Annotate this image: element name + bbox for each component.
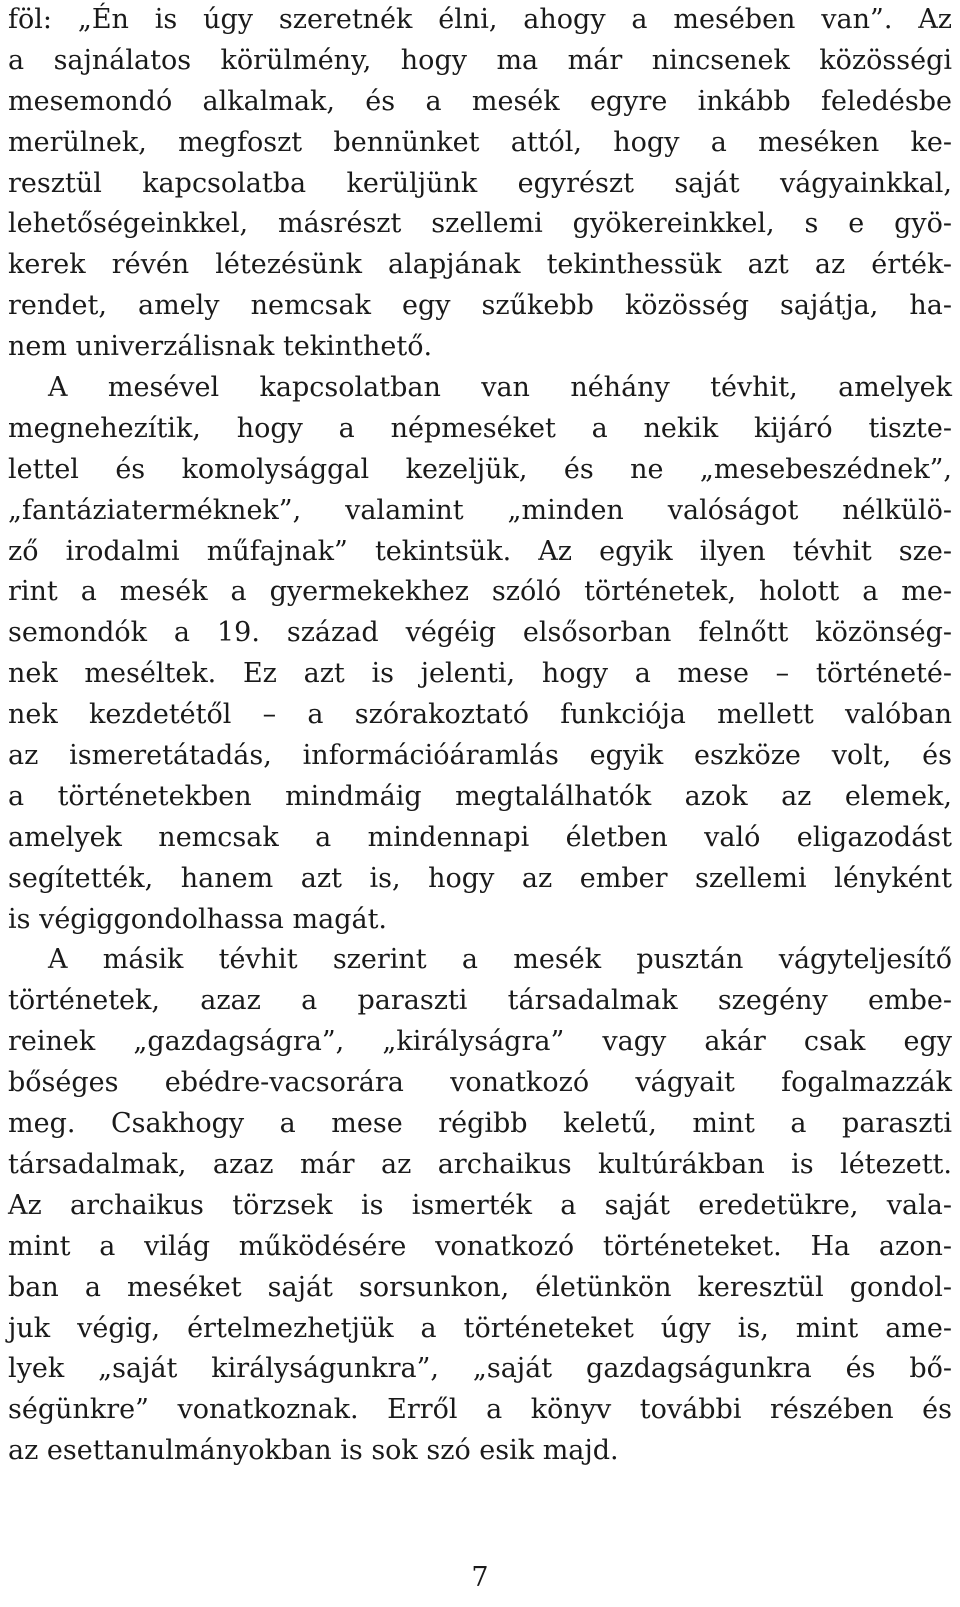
text-line: „fantáziaterméknek”, valamint „minden valóságot nélkülö- xyxy=(8,494,952,526)
text-line: lehetőségeinkkel, másrészt szellemi gyökereinkkel, s e gyö- xyxy=(8,208,952,240)
text-line: nek meséltek. Ez azt is jelenti, hogy a mese – történeté- xyxy=(8,658,952,690)
text-line: amelyek nemcsak a mindennapi életben való eligazodást xyxy=(8,821,952,853)
text-line: a sajnálatos körülmény, hogy ma már nincsenek közösségi xyxy=(8,44,952,76)
paragraph xyxy=(8,940,952,1472)
text-line: társadalmak, azaz már az archaikus kultúrákban is létezett. xyxy=(8,1148,952,1180)
page-body xyxy=(8,0,952,1472)
text-line: reinek „gazdagságra”, „királyságra” vagy akár csak egy xyxy=(8,1026,952,1058)
text-line: resztül kapcsolatba kerüljünk egyrészt saját vágyainkkal, xyxy=(8,167,952,199)
text-line: A másik tévhit szerint a mesék pusztán vágyteljesítő xyxy=(48,944,952,976)
text-line: történetek, azaz a paraszti társadalmak szegény embe- xyxy=(8,985,952,1017)
text-line: ban a meséket saját sorsunkon, életünkön keresztül gondol- xyxy=(8,1271,952,1303)
text-line: föl: „Én is úgy szeretnék élni, ahogy a mesében van”. Az xyxy=(8,4,952,35)
text-line: az esettanulmányokban is sok szó esik majd. xyxy=(8,1435,619,1467)
text-line: bőséges ebédre-vacsorára vonatkozó vágyait fogalmazzák xyxy=(8,1067,952,1099)
text-line: rendet, amely nemcsak egy szűkebb közösség sajátja, ha- xyxy=(8,290,952,322)
text-line: mint a világ működésére vonatkozó történeteket. Ha azon- xyxy=(8,1230,952,1262)
text-line: kerek révén létezésünk alapjának tekinthessük azt az érték- xyxy=(8,249,952,281)
text-line: nek kezdetétől – a szórakoztató funkciója mellett valóban xyxy=(8,699,952,731)
text-line: mesemondó alkalmak, és a mesék egyre inkább feledésbe xyxy=(8,85,952,117)
text-line: lettel és komolysággal kezeljük, és ne „mesebeszédnek”, xyxy=(8,453,952,485)
text-line: a történetekben mindmáig megtalálhatók azok az elemek, xyxy=(8,780,952,812)
text-line: merülnek, megfoszt bennünket attól, hogy a meséken ke- xyxy=(8,126,952,158)
text-line: semondók a 19. század végéig elsősorban felnőtt közönség- xyxy=(8,617,952,649)
text-line: A mesével kapcsolatban van néhány tévhit, amelyek xyxy=(48,372,952,404)
text-line: megnehezítik, hogy a népmeséket a nekik kijáró tiszte- xyxy=(8,412,952,444)
text-line: rint a mesék a gyermekekhez szóló történetek, holott a me- xyxy=(8,576,952,608)
paragraph xyxy=(8,0,952,368)
paragraph xyxy=(8,368,952,940)
text-line: Az archaikus törzsek is ismerték a saját eredetükre, vala- xyxy=(8,1189,952,1221)
text-line: is végiggondolhassa magát. xyxy=(8,903,388,935)
text-line: az ismeretátadás, információáramlás egyik eszköze volt, és xyxy=(8,740,952,772)
text-line: segítették, hanem azt is, hogy az ember szellemi lényként xyxy=(8,862,952,894)
page-number: 7 xyxy=(471,1562,489,1593)
text-line: nem univerzálisnak tekinthető. xyxy=(8,331,433,363)
text-line: meg. Csakhogy a mese régibb keletű, mint a paraszti xyxy=(8,1108,952,1140)
text-line: ző irodalmi műfajnak” tekintsük. Az egyik ilyen tévhit sze- xyxy=(8,535,952,567)
text-line: lyek „saját királyságunkra”, „saját gazdagságunkra és bő- xyxy=(8,1353,952,1385)
text-line: juk végig, értelmezhetjük a történeteket úgy is, mint ame- xyxy=(8,1312,952,1344)
text-line: ségünkre” vonatkoznak. Erről a könyv további részében és xyxy=(8,1394,952,1426)
